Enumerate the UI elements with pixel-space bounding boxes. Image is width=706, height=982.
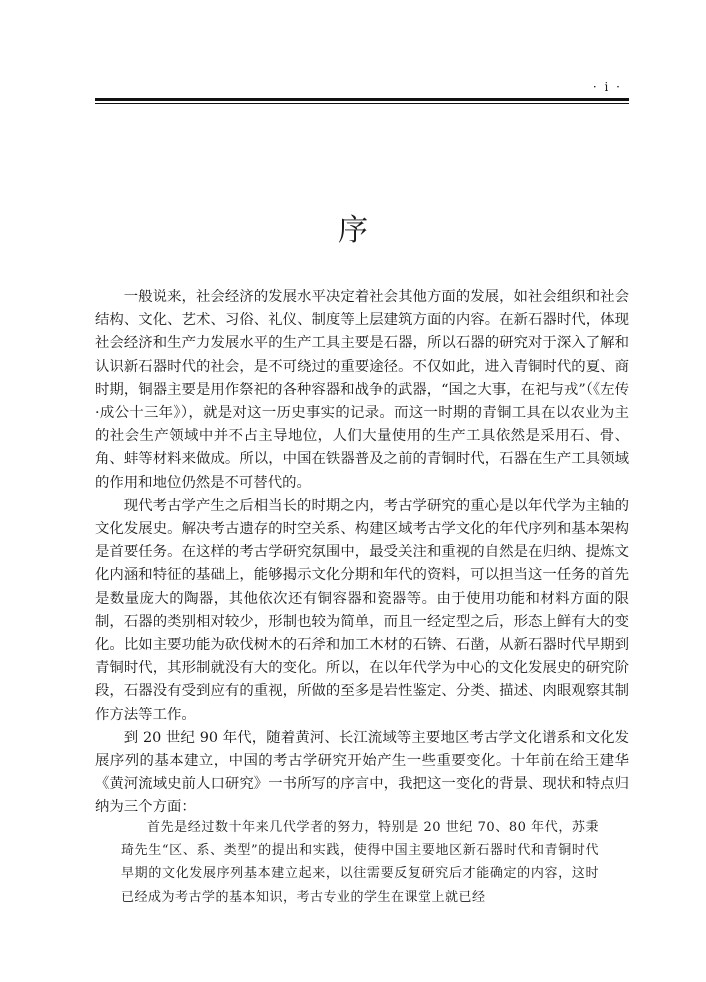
block-quote — [121, 816, 599, 909]
page-number: · i · — [592, 80, 622, 94]
body-text — [95, 286, 629, 820]
page-title: 序 — [338, 213, 368, 248]
header-rule-thin — [95, 103, 629, 104]
header-rule-thick — [95, 98, 629, 101]
quote-paragraph: 首先是经过数十年来几代学者的努力，特别是 20 世纪 70、80 年代，苏秉琦先生“区、系、类型”的提出和实践，使得中国主要地区新石器时代和青铜时代早期的文化发展序列基本建立起来，以往需要反复研究后才能确定的内容，这时已经成为考古学的基本知识，考古专业的学生在课堂上就已经 — [121, 820, 599, 905]
paragraph-3: 到 20 世纪 90 年代，随着黄河、长江流域等主要地区考古学文化谱系和文化发展序列的基本建立，中国的考古学研究开始产生一些重要变化。十年前在给王建华《黄河流域史前人口研究》一书所写的序言中，我把这一变化的背景、现状和特点归纳为三个方面： — [95, 729, 629, 816]
paragraph-2: 现代考古学产生之后相当长的时期之内，考古学研究的重心是以年代学为主轴的文化发展史。解决考古遗存的时空关系、构建区域考古学文化的年代序列和基本架构是首要任务。在这样的考古学研究氛围中，最受关注和重视的自然是在归纳、提炼文化内涵和特征的基础上，能够揭示文化分期和年代的资料，可以担当这一任务的首先是数量庞大的陶器，其他依次还有铜容器和瓷器等。由于使用功能和材料方面的限制，石器的类别相对较少，形制也较为简单，而且一经定型之后，形态上鲜有大的变化。比如主要功能为砍伐树木的石斧和加工木材的石锛、石凿，从新石器时代早期到青铜时代，其形制就没有大的变化。所以，在以年代学为中心的文化发展史的研究阶段，石器没有受到应有的重视，所做的至多是岩性鉴定、分类、描述、肉眼观察其制作方法等工作。 — [95, 497, 629, 723]
paragraph-1: 一般说来，社会经济的发展水平决定着社会其他方面的发展，如社会组织和社会结构、文化、艺术、习俗、礼仪、制度等上层建筑方面的内容。在新石器时代，体现社会经济和生产力发展水平的生产工具主要是石器，所以石器的研究对于深入了解和认识新石器时代的社会，是不可绕过的重要途径。不仅如此，进入青铜时代的夏、商时期，铜器主要是用作祭祀的各种容器和战争的武器，“国之大事，在祀与戎”（《左传·成公十三年》），就是对这一历史事实的记录。而这一时期的青铜工具在以农业为主的社会生产领域中并不占主导地位，人们大量使用的生产工具依然是采用石、骨、角、蚌等材料来做成。所以，中国在铁器普及之前的青铜时代，石器在生产工具领域的作用和地位仍然是不可替代的。 — [95, 289, 629, 491]
